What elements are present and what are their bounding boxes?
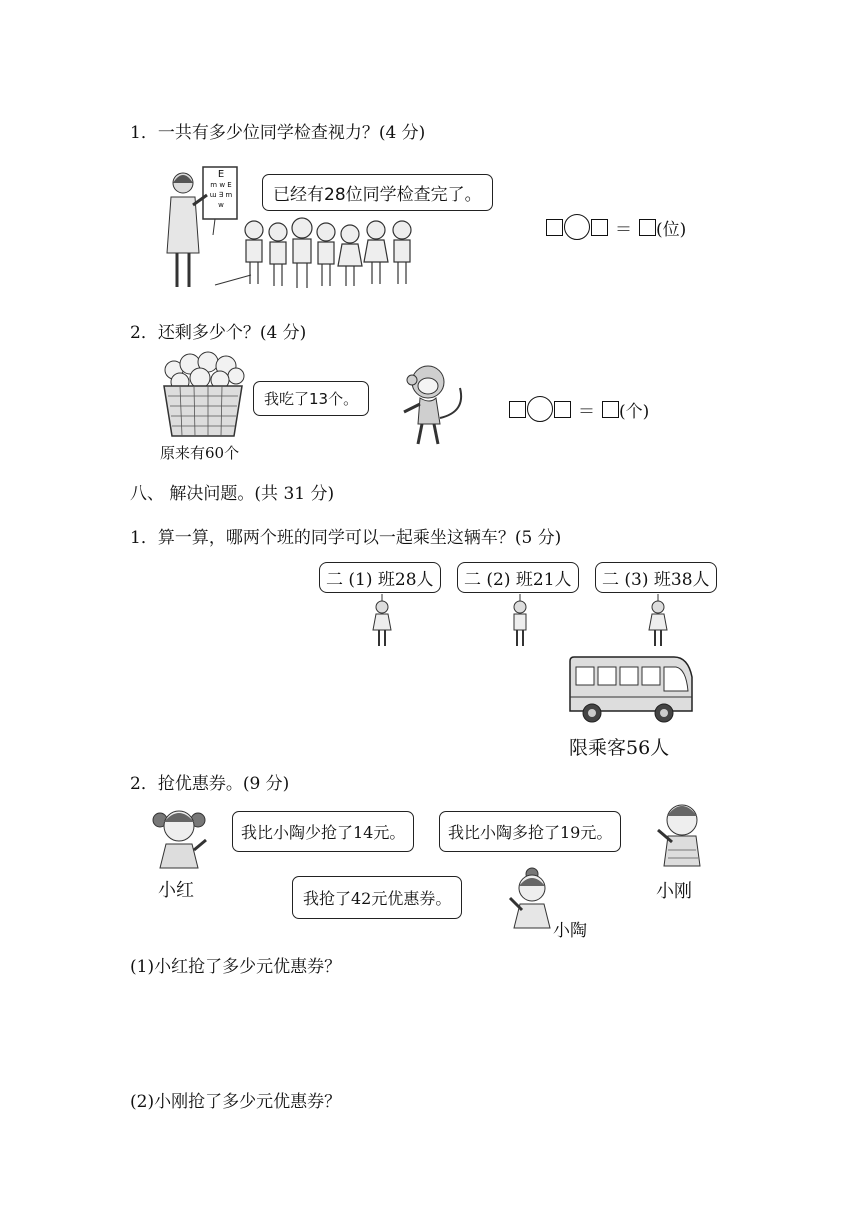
equation-blank-1 (546, 214, 686, 240)
students-line-illustration (240, 218, 420, 298)
speech-bubble-students: 已经有28位同学检查完了。 (262, 174, 493, 211)
speech-bubble-xiaohong: 我比小陶少抢了14元。 (232, 811, 414, 852)
basket-caption: 原来有60个 (160, 444, 240, 462)
bus-illustration (566, 655, 696, 727)
question-1-eye-test: 1．一共有多少位同学检查视力？(4 分) (130, 123, 426, 143)
basket-of-peaches-illustration (160, 348, 246, 440)
boy-xiaogang-illustration (652, 800, 704, 872)
eye-chart-letters (206, 170, 236, 210)
answer-box[interactable] (602, 401, 619, 418)
question-1-bus: 1．算一算，哪两个班的同学可以一起乘坐这辆车？(5 分) (130, 528, 562, 548)
operator-circle[interactable] (527, 396, 553, 422)
monkey-illustration (398, 362, 470, 448)
eye-chart-row: m w E (210, 181, 232, 189)
question-2-coupons: 2．抢优惠券。(9 分) (130, 774, 290, 794)
answer-box[interactable] (554, 401, 571, 418)
answer-box[interactable] (639, 219, 656, 236)
equation-blank-2 (509, 396, 649, 422)
section-heading: 八、 解决问题。(共 31 分) (130, 484, 335, 504)
sub-question-1: (1)小红抢了多少元优惠券？ (130, 957, 342, 977)
child-with-sign-3 (646, 594, 670, 650)
speech-bubble-monkey: 我吃了13个。 (253, 381, 369, 416)
answer-box[interactable] (591, 219, 608, 236)
unit-label: (位) (656, 219, 687, 240)
question-2-remaining: 2．还剩多少个？(4 分) (130, 323, 307, 343)
girl-xiaotao-illustration (506, 866, 558, 930)
equals-sign: ＝ (615, 219, 632, 240)
sub-question-2: (2)小刚抢了多少元优惠券？ (130, 1092, 342, 1112)
name-xiaohong: 小红 (158, 880, 194, 901)
speech-bubble-xiaogang: 我比小陶多抢了19元。 (439, 811, 621, 852)
name-xiaogang: 小刚 (656, 881, 692, 902)
class-tag-3: 二 (3) 班38人 (595, 562, 717, 593)
eye-chart-row: ɯ ∃ m w (209, 191, 233, 209)
class-tag-2: 二 (2) 班21人 (457, 562, 579, 593)
bus-capacity-caption: 限乘客56人 (569, 737, 670, 759)
name-xiaotao: 小陶 (553, 921, 587, 941)
speech-bubble-xiaotao: 我抢了42元优惠券。 (292, 876, 462, 919)
equals-sign: ＝ (578, 401, 595, 422)
child-with-sign-2 (508, 594, 532, 650)
girl-xiaohong-illustration (152, 806, 212, 870)
answer-box[interactable] (509, 401, 526, 418)
answer-box[interactable] (546, 219, 563, 236)
class-tag-1: 二 (1) 班28人 (319, 562, 441, 593)
child-with-sign-1 (370, 594, 394, 650)
eye-chart-row: E (217, 169, 225, 180)
unit-label: (个) (619, 401, 650, 422)
operator-circle[interactable] (564, 214, 590, 240)
